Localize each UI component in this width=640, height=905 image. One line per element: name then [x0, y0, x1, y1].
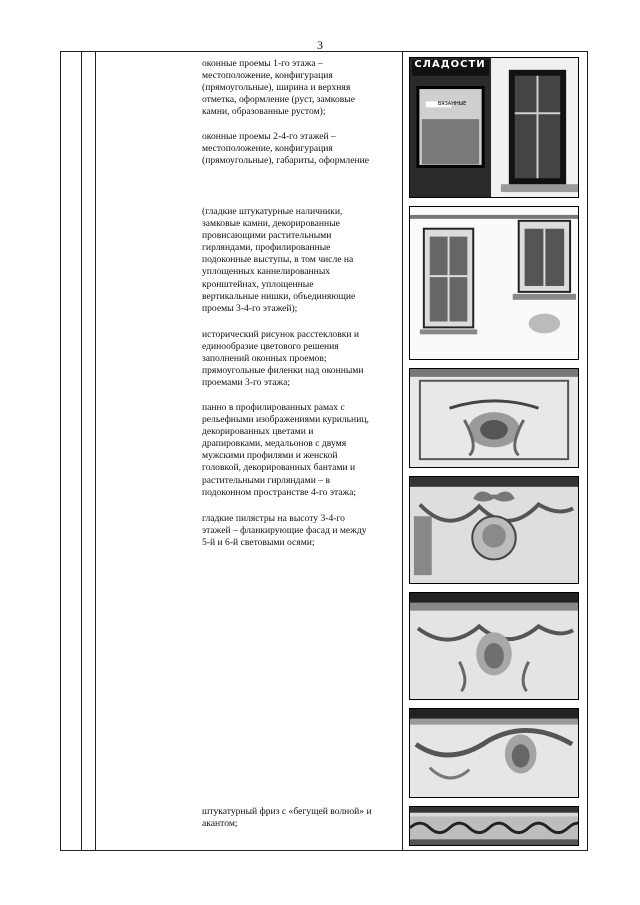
- line: акантом;: [202, 818, 238, 830]
- shop-plate-text: ВЯЗАННЫЕ: [437, 101, 467, 107]
- line: проемы 3-4-го этажей);: [202, 302, 298, 314]
- line: драпировками, медальонов с двумя: [202, 438, 347, 450]
- line: уплощенных каннелированных: [202, 266, 331, 278]
- paragraph-3: [202, 206, 398, 315]
- panel-bow-medallion-photo: [409, 476, 579, 584]
- line: (прямоугольные), габариты, оформление: [202, 155, 370, 167]
- line: провисающими растительными: [202, 230, 332, 242]
- line: панно в профилированных рамах с: [202, 402, 345, 413]
- line: (гладкие штукатурные наличники,: [202, 206, 343, 217]
- text-block: [202, 58, 398, 118]
- line: подоконном пространстве 4-го этажа;: [202, 486, 357, 498]
- line: декорированных цветами и: [202, 426, 314, 438]
- line: гирляндами, профилированные: [202, 242, 331, 254]
- column-divider: [402, 52, 403, 850]
- paragraph-6: [202, 513, 398, 549]
- line: замковые камни, декорированные: [202, 218, 340, 230]
- shop-window-photo: [409, 57, 579, 198]
- line: гладкие пилястры на высоту 3-4-го: [202, 513, 345, 524]
- line: оконные проемы 2-4-го этажей –: [202, 131, 336, 142]
- panel-urn-photo: [409, 368, 579, 468]
- line: местоположение, конфигурация: [202, 70, 333, 82]
- line: кронштейнах, уплощенные: [202, 278, 314, 290]
- line: заполнений оконных проемов;: [202, 353, 327, 365]
- panel-female-head-photo: [409, 592, 579, 700]
- line: местоположение, конфигурация: [202, 143, 333, 155]
- text-block: [202, 131, 398, 167]
- panel-garland-head-photo: [409, 708, 579, 798]
- line: прямоугольные филенки над оконными: [202, 365, 364, 377]
- paragraph-5: [202, 402, 398, 499]
- line: вертикальные нишки, объединяющие: [202, 290, 356, 302]
- line: головкой, декорированных бантами и: [202, 462, 356, 474]
- paragraph-1: [202, 58, 398, 118]
- line: рельефными изображениями курильниц,: [202, 414, 369, 426]
- column-divider: [95, 52, 96, 850]
- page-number: 3: [317, 38, 323, 52]
- frieze-wave-photo: [409, 806, 579, 846]
- line: единообразие цветового решения: [202, 341, 339, 353]
- line: проемами 3-го этажа;: [202, 377, 291, 389]
- paragraph-7: [202, 806, 398, 830]
- column-divider: [81, 52, 82, 850]
- paragraph-4: [202, 329, 398, 389]
- line: подоконные выступы, в том числе на: [202, 254, 354, 266]
- line: мужскими профилями и женской: [202, 450, 338, 462]
- line: (прямоугольные), ширина и верхняя: [202, 82, 351, 94]
- line: растительными гирляндами – в: [202, 474, 330, 486]
- text-block: [202, 329, 398, 389]
- line: отметка, оформление (руст, замковые: [202, 94, 355, 106]
- line: штукатурный фриз с «бегущей волной» и: [202, 806, 372, 817]
- text-block: [202, 206, 398, 315]
- text-block: [202, 402, 398, 499]
- line: 5-й и 6-й световыми осями;: [202, 537, 315, 549]
- line: камни, образованные рустом);: [202, 106, 326, 118]
- line: этажей – фланкирующие фасад и между: [202, 525, 367, 537]
- line: исторический рисунок расстекловки и: [202, 329, 360, 340]
- upper-windows-photo: [409, 206, 579, 360]
- paragraph-2: [202, 131, 398, 167]
- line: оконные проемы 1-го этажа –: [202, 58, 323, 69]
- text-block: [202, 513, 398, 549]
- shop-sign-text: СЛАДОСТИ: [414, 59, 486, 70]
- heritage-table: [60, 51, 588, 851]
- text-block: [202, 806, 398, 830]
